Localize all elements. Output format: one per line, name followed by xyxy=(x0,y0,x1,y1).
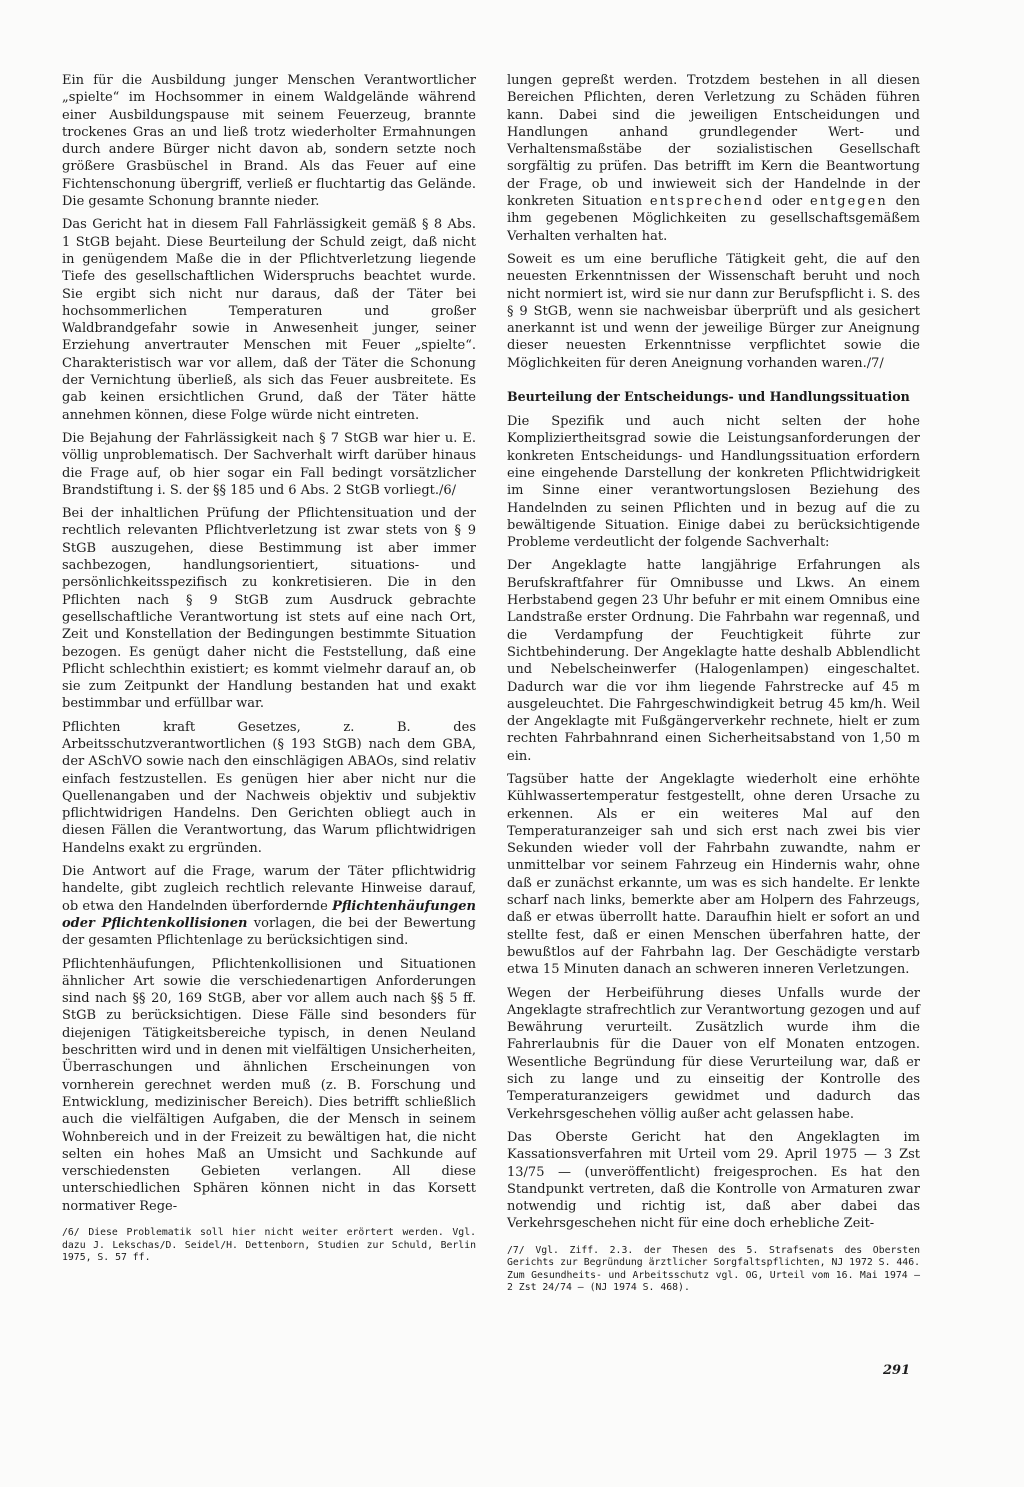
left-column xyxy=(62,72,476,1265)
paragraph: Die Spezifik und auch nicht selten der hohe Kompliziertheitsgrad sowie die Leistungsanforderungen der konkreten Entscheidungs- und Handlungssituation erfordern eine eingehende Darstellung der konkreten Pflichtwidrigkeit im Sinne einer verantwortungslosen Beziehung des Handelnden zu seinen Pflichten und in bezug auf die zu bewältigende Situation. Einige dabei zu berücksichtigende Probleme verdeutlicht der folgende Sachverhalt: xyxy=(507,414,920,551)
paragraph: Das Oberste Gericht hat den Angeklagten im Kassationsverfahren mit Urteil vom 29. April 1975 — 3 Zst 13/75 — (unveröffentlicht) freigesprochen. Es hat den Standpunkt vertreten, daß die Kontrolle von Armaturen zwar notwendig und richtig ist, daß aber dabei das Verkehrsgeschehen nicht für eine doch erhebliche Zeit- xyxy=(507,1129,920,1232)
paragraph: Wegen der Herbeiführung dieses Unfalls wurde der Angeklagte strafrechtlich zur Verantwortung gezogen und auf Bewährung verurteilt. Zusätzlich wurde ihm die Fahrerlaubnis für die Dauer von elf Monaten entzogen. Wesentliche Begründung für diese Verurteilung war, daß er sich zu lange und zu einseitig der Kontrolle des Temperaturanzeigers gewidmet und dadurch das Verkehrsgeschehen völlig außer acht gelassen habe. xyxy=(507,985,920,1122)
paragraph-text: Die Antwort auf die Frage, warum der Täter pflichtwidrig handelte, gibt zugleich rechtlich relevante Hinweise darauf, ob etwa den Handelnden überfordernde xyxy=(62,864,476,914)
footnote-7: /7/ Vgl. Ziff. 2.3. der Thesen des 5. Strafsenats des Obersten Gerichts zur Begründung ärztlicher Sorgfaltspflichten, NJ 1972 S. 446. Zum Gesundheits- und Arbeitsschutz vgl. OG, Urteil vom 16. Mai 1974 — 2 Zst 24/74 — (NJ 1974 S. 468). xyxy=(507,1244,920,1294)
spaced-word: entsprechend xyxy=(649,194,765,210)
paragraph: Soweit es um eine berufliche Tätigkeit geht, die auf den neuesten Erkenntnissen der Wissenschaft beruht und noch nicht normiert ist, wird sie nur dann zur Berufspflicht i. S. des § 9 StGB, wenn sie nachweisbar überprüft und als gesichert anerkannt ist und wenn der jeweilige Bürger zur Aneignung dieser neuesten Erkenntnisse verpflichtet sowie die Möglichkeiten für deren Aneignung vorhanden waren./7/ xyxy=(507,251,920,371)
paragraph: Pflichtenhäufungen, Pflichtenkollisionen und Situationen ähnlicher Art sowie die verschiedenartigen Anforderungen sind nach §§ 20, 169 StGB, aber vor allem auch nach §§ 5 ff. StGB zu berücksichtigen. Diese Fälle sind besonders für diejenigen Tätigkeitsbereiche typisch, in denen Neuland beschritten wird und in denen mit vielfältigen Unsicherheiten, Überraschungen und ähnlichen Erscheinungen von vornherein gerechnet werden muß (z. B. Forschung und Entwicklung, medizinischer Bereich). Dies betrifft schließlich auch die vielfältigen Aufgaben, die der Mensch in seinem Wohnbereich und in der Freizeit zu bewältigen hat, die nicht selten ein hohes Maß an Umsicht und Sachkunde auf verschiedensten Gebieten verlangen. All diese unterschiedlichen Sphären können nicht in das Korsett normativer Rege- xyxy=(62,956,476,1214)
paragraph-text: lungen gepreßt werden. Trotzdem bestehen in all diesen Bereichen Pflichten, deren Verletzung zu Schäden führen kann. Dabei sind die jeweiligen Entscheidungen und Handlungen anhand grundlegender Wert- und Verhaltensmaßstäbe der sozialistischen Gesellschaft sorgfältig zu prüfen. Das betrifft im Kern die Beantwortung der Frage, ob und inwieweit sich der Handelnde in der konkreten Situation xyxy=(507,73,920,210)
paragraph-text: vorlagen, die bei der Bewertung der gesamten Pflichtenlage zu berücksichtigen sind. xyxy=(62,915,477,949)
paragraph: Tagsüber hatte der Angeklagte wiederholt eine erhöhte Kühlwassertemperatur festgestellt, ohne deren Ursache zu erkennen. Als er ein weiteres Mal auf den Temperaturanzeiger sah und sich erst nach zwei bis vier Sekunden wieder voll der Fahrbahn zuwandte, nahm er unmittelbar vor seinem Fahrzeug ein Hindernis wahr, ohne daß er zunächst erkannte, um was es sich handelte. Er lenkte scharf nach links, bemerkte aber am Holpern des Fahrzeugs, daß er etwas überrollt hatte. Daraufhin hielt er sofort an und stellte fest, daß er einen Menschen überfahren hatte, der bewußtlos auf der Fahrbahn lag. Der Geschädigte verstarb etwa 15 Minuten danach an schweren inneren Verletzungen. xyxy=(507,771,920,978)
page-number: 291 xyxy=(883,1363,911,1378)
paragraph: Die Bejahung der Fahrlässigkeit nach § 7 StGB war hier u. E. völlig unproblematisch. Der Sachverhalt wirft darüber hinaus die Frage auf, ob hier sogar ein Fall bedingt vorsätzlicher Brandstiftung i. S. der §§ 185 und 6 Abs. 2 StGB vorliegt./6/ xyxy=(62,430,476,498)
paragraph xyxy=(507,72,920,245)
paragraph: Ein für die Ausbildung junger Menschen Verantwortlicher „spielte“ im Hochsommer in einem Waldgelände während einer Ausbildungspause mit seinem Feuerzeug, brannte trockenes Gras an und ließ trotz wiederholter Ermahnungen durch andere Bürger nicht davon ab, sondern setzte noch größere Grasbüschel in Brand. Als das Feuer auf eine Fichtenschonung übergriff, verließ er fluchtartig das Gelände. Die gesamte Schonung brannte nieder. xyxy=(62,73,476,210)
paragraph: Bei der inhaltlichen Prüfung der Pflichtensituation und der rechtlich relevanten Pflichtverletzung ist zwar stets von § 9 StGB auszugehen, diese Bestimmung ist aber immer sachbezogen, handlungsorientiert, situations- und persönlichkeitsspezifisch zu konkretisieren. Die in den Pflichten nach § 9 StGB zum Ausdruck gebrachte gesellschaftliche Verantwortung ist stets auf eine nach Ort, Zeit und Konstellation der Bedingungen bestimmte Situation bezogen. Es genügt daher nicht die Feststellung, daß eine Pflicht schlechthin existiert; es kommt vielmehr darauf an, ob sie zum Zeitpunkt der Handlung bestanden hat und exakt bestimmbar und erfüllbar war. xyxy=(62,506,476,712)
paragraph xyxy=(62,863,476,949)
footnotes xyxy=(62,1227,476,1265)
paragraph-text: den ihm gegebenen Möglichkeiten zu gesellschaftsgemäßem Verhalten verhalten hat. xyxy=(507,194,920,244)
paragraph-text: oder xyxy=(764,194,810,210)
paragraph: Pflichten kraft Gesetzes, z. B. des Arbeitsschutzverantwortlichen (§ 193 StGB) nach dem GBA, der ASchVO sowie nach den einschlägigen ABAOs, sind relativ einfach festzustellen. Es genügen hier aber nicht nur die Quellenangaben und der Nachweis objektiv und subjektiv pflichtwidrigen Handelns. Den Gerichten obliegt auch in diesen Fällen die Verantwortung, das Warum pflichtwidrigen Handelns exakt zu ergründen. xyxy=(62,719,476,856)
footnote-6: /6/ Diese Problematik soll hier nicht weiter erörtert werden. Vgl. dazu J. Lekschas/D. Seidel/H. Dettenborn, Studien zur Schuld, Berlin 1975, S. 57 ff. xyxy=(62,1227,476,1264)
section-heading: Beurteilung der Entscheidungs- und Handlungssituation xyxy=(507,389,910,405)
emphasized-term: Pflichtenhäufungen oder Pflichtenkollisionen xyxy=(62,898,476,931)
paragraph: Der Angeklagte hatte langjährige Erfahrungen als Berufskraftfahrer für Omnibusse und Lkws. An einem Herbstabend gegen 23 Uhr befuhr er mit einem Omnibus eine Landstraße erster Ordnung. Die Fahrbahn war regennaß, und die Verdampfung der Feuchtigkeit führte zur Sichtbehinderung. Der Angeklagte hatte deshalb Abblendlicht und Nebelscheinwerfer (Halogenlampen) eingeschaltet. Dadurch war die vor ihm liegende Fahrstrecke auf 45 m ausgeleuchtet. Die Fahrgeschwindigkeit betrug 45 km/h. Weil der Angeklagte mit Fußgängerverkehr rechnete, hielt er zum rechten Fahrbahnrand einen Sicherheitsabstand von 1,50 m ein. xyxy=(507,558,920,764)
footnotes xyxy=(507,1245,920,1295)
paragraph: Das Gericht hat in diesem Fall Fahrlässigkeit gemäß § 8 Abs. 1 StGB bejaht. Diese Beurteilung der Schuld zeigt, daß nicht in genügendem Maße die in der Pflichtverletzung liegende Tiefe des gesellschaftlichen Widerspruchs beachtet wurde. Sie ergibt sich nicht nur daraus, daß der Täter bei hochsommerlichen Temperaturen und großer Waldbrandgefahr sowie in Anwesenheit junger, seiner Erziehung anvertrauter Menschen mit Feuer „spielte“. Charakteristisch war vor allem, daß der Täter die Schonung der Vernichtung überließ, als sich das Feuer ausbreitete. Es gab keinen ersichtlichen Grund, daß der Täter hätte annehmen können, diese Folge würde nicht eintreten. xyxy=(62,217,476,423)
right-column xyxy=(507,72,920,1295)
spaced-word: entgegen xyxy=(810,194,888,210)
